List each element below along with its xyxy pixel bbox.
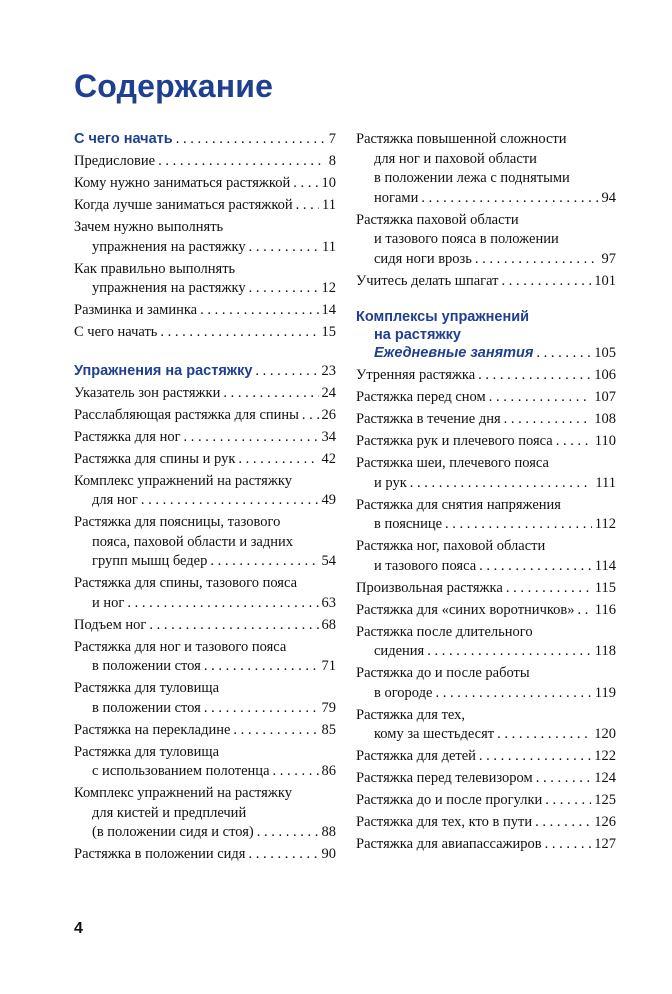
- toc-entry-label: Растяжка для детей: [356, 748, 476, 764]
- toc-entry[interactable]: [74, 679, 336, 718]
- dot-leader: [410, 474, 593, 494]
- toc-entry-page: 106: [594, 367, 616, 383]
- toc-entry-label: и ног: [92, 594, 125, 611]
- dot-leader: [238, 450, 318, 470]
- toc-entry-label: в пояснице: [374, 516, 443, 532]
- dot-leader: [578, 601, 592, 621]
- toc-entry-line: Растяжка для туловища: [74, 680, 220, 696]
- toc-entry-page: 122: [594, 748, 616, 764]
- toc-entry[interactable]: [74, 260, 336, 299]
- toc-entry[interactable]: [356, 432, 616, 452]
- toc-entry[interactable]: [356, 454, 616, 493]
- toc-entry[interactable]: [356, 366, 616, 386]
- toc-entry-line: для ног и паховой области: [374, 150, 537, 167]
- dot-leader: [296, 196, 319, 216]
- toc-entry-line: Как правильно выполнять: [74, 260, 236, 277]
- toc-entry[interactable]: [74, 152, 336, 172]
- toc-entry[interactable]: [74, 574, 336, 613]
- toc-entry[interactable]: [74, 784, 336, 843]
- toc-entry-page: 126: [594, 814, 616, 830]
- toc-entry-label: Растяжка в течение дня: [356, 411, 501, 427]
- toc-entry-page: 23: [321, 362, 336, 379]
- toc-entry-page: 26: [321, 406, 336, 423]
- toc-entry-label: Растяжка для «синих воротничков»: [356, 601, 575, 618]
- toc-entry-line: Растяжка паховой области: [356, 211, 519, 228]
- toc-entry[interactable]: [356, 769, 616, 789]
- toc-entry-page: 118: [594, 643, 616, 659]
- toc-entry-page: 8: [328, 153, 336, 169]
- toc-section-heading[interactable]: [74, 130, 336, 150]
- dot-leader: [435, 684, 591, 704]
- toc-entry-label: Предисловие: [74, 153, 156, 169]
- toc-entry-label: сидя ноги врозь: [374, 250, 472, 267]
- toc-entry-page: 90: [321, 846, 336, 862]
- toc-entry-label: Утренняя растяжка: [356, 367, 476, 383]
- toc-entry-line: Растяжка для ног и тазового пояса: [74, 638, 287, 655]
- toc-entry-label: с использованием полотенца: [92, 763, 270, 779]
- toc-column-right: [356, 130, 616, 855]
- toc-entry[interactable]: [356, 537, 616, 576]
- toc-entry-page: 34: [321, 428, 336, 445]
- toc-entry-page: 79: [321, 699, 336, 716]
- toc-entry-line: Растяжка шеи, плечевого пояса: [356, 455, 549, 471]
- toc-entry[interactable]: [356, 211, 616, 270]
- dot-leader: [210, 552, 318, 572]
- toc-entry-label: Когда лучше заниматься растяжкой: [74, 197, 293, 213]
- toc-entry-page: 94: [601, 189, 616, 206]
- toc-entry-line: Комплекс упражнений на растяжку: [74, 785, 292, 801]
- toc-entry-label: кому за шестьдесят: [374, 726, 495, 742]
- toc-entry[interactable]: [356, 410, 616, 430]
- toc-entry[interactable]: [74, 513, 336, 572]
- dot-leader: [249, 279, 319, 299]
- toc-entry-label: упражнения на растяжку: [92, 280, 246, 296]
- dot-leader: [502, 272, 592, 292]
- toc-column-left: [74, 130, 336, 865]
- dot-leader: [249, 238, 319, 258]
- dot-leader: [176, 130, 326, 150]
- toc-entry-page: 7: [328, 131, 336, 147]
- toc-entry-label: Растяжка в положении сидя: [74, 846, 246, 862]
- toc-entry-label: Растяжка на перекладине: [74, 721, 231, 738]
- toc-entry-line: Растяжка для поясницы, тазового: [74, 514, 281, 530]
- toc-entry-page: 49: [321, 492, 336, 508]
- toc-entry-page: 85: [321, 721, 336, 738]
- toc-entry-page: 111: [595, 474, 616, 491]
- dot-leader: [556, 432, 592, 452]
- dot-leader: [302, 406, 319, 426]
- toc-entry-page: 10: [321, 175, 336, 191]
- toc-entry-line: Растяжка для спины, тазового пояса: [74, 575, 298, 591]
- toc-entry[interactable]: [356, 813, 616, 833]
- page-number: 4: [74, 920, 83, 937]
- toc-entry-line: пояса, паховой области и задних: [92, 533, 294, 550]
- toc-entry[interactable]: [356, 791, 616, 811]
- toc-entry-label: Растяжка для тех, кто в пути: [356, 814, 533, 830]
- toc-entry-line: Растяжка повышенной сложности: [356, 131, 567, 147]
- toc-entry-label: Разминка и заминка: [74, 302, 198, 318]
- toc-entry-page: 108: [594, 411, 616, 427]
- toc-entry[interactable]: [356, 706, 616, 745]
- toc-entry-page: 105: [594, 345, 616, 361]
- toc-entry-label: в положении стоя: [92, 658, 201, 674]
- dot-leader: [497, 725, 591, 745]
- toc-entry[interactable]: [74, 174, 336, 194]
- dot-leader: [158, 152, 326, 172]
- page-title: Содержание: [74, 68, 274, 104]
- toc-entry-line: для кистей и предплечий: [92, 804, 247, 821]
- toc-entry[interactable]: [74, 323, 336, 343]
- dot-leader: [478, 366, 591, 386]
- toc-entry-label: Растяжка перед телевизором: [356, 770, 533, 786]
- toc-entry-line: в положении лежа с поднятыми: [374, 170, 570, 186]
- dot-leader: [248, 845, 318, 865]
- toc-entry-label: Учитесь делать шпагат: [356, 272, 499, 289]
- dot-leader: [479, 747, 591, 767]
- toc-entry-label: Расслабляющая растяжка для спины: [74, 406, 299, 423]
- toc-entry-page: 127: [594, 836, 616, 852]
- toc-entry[interactable]: [356, 601, 616, 621]
- toc-entry-page: 11: [322, 238, 336, 255]
- toc-section-heading[interactable]: [356, 308, 616, 364]
- toc-entry-label: групп мышц бедер: [92, 553, 208, 569]
- dot-leader: [479, 557, 592, 577]
- toc-entry[interactable]: [74, 743, 336, 782]
- toc-entry[interactable]: [74, 721, 336, 741]
- dot-leader: [293, 174, 318, 194]
- dot-leader: [427, 642, 592, 662]
- toc-entry-page: 24: [321, 384, 336, 401]
- toc-entry-label: Растяжка рук и плечевого пояса: [356, 433, 553, 449]
- toc-entry-page: 120: [594, 726, 616, 742]
- toc-entry-page: 54: [321, 553, 336, 569]
- toc-entry-line: и тазового пояса в положении: [374, 231, 559, 247]
- toc-entry[interactable]: [356, 130, 616, 208]
- dot-leader: [545, 791, 591, 811]
- toc-entry-label: Ежедневные занятия: [374, 345, 534, 361]
- toc-entry-page: 63: [321, 594, 336, 611]
- toc-entry-label: Растяжка для авиапассажиров: [356, 836, 542, 852]
- toc-entry-label: в положении стоя: [92, 699, 201, 716]
- dot-leader: [489, 388, 592, 408]
- toc-entry-label: (в положении сидя и стоя): [92, 824, 254, 840]
- toc-entry-label: Указатель зон растяжки: [74, 384, 221, 401]
- toc-entry[interactable]: [356, 579, 616, 599]
- toc-entry-page: 112: [594, 516, 616, 532]
- dot-leader: [545, 835, 592, 855]
- dot-leader: [536, 769, 592, 789]
- dot-leader: [127, 594, 318, 614]
- toc-entry-page: 12: [321, 280, 336, 296]
- toc-entry-page: 15: [321, 324, 336, 340]
- toc-entry-label: Растяжка до и после прогулки: [356, 792, 543, 808]
- toc-entry-label: Кому нужно заниматься растяжкой: [74, 175, 291, 191]
- toc-entry-label: Растяжка для ног: [74, 428, 181, 445]
- toc-entry-label: для ног: [92, 492, 138, 508]
- toc-entry-label: в огороде: [374, 684, 433, 701]
- toc-entry-page: 11: [322, 197, 336, 213]
- toc-entry-page: 107: [594, 389, 616, 405]
- toc-entry[interactable]: [356, 496, 616, 535]
- dot-leader: [223, 384, 318, 404]
- toc-entry[interactable]: [74, 450, 336, 470]
- dot-leader: [475, 250, 599, 270]
- toc-entry-line: Растяжка для снятия напряжения: [356, 496, 561, 513]
- toc-entry-line: Растяжка для тех,: [356, 706, 466, 723]
- toc-entry-page: 97: [601, 250, 616, 267]
- toc-entry-label: Растяжка для спины и рук: [74, 450, 236, 467]
- toc-entry-label: ногами: [374, 189, 419, 206]
- dot-leader: [160, 323, 318, 343]
- dot-leader: [204, 657, 319, 677]
- toc-entry[interactable]: [74, 406, 336, 426]
- toc-entry[interactable]: [74, 301, 336, 321]
- toc-entry-page: 124: [594, 770, 616, 786]
- toc-entry[interactable]: [356, 623, 616, 662]
- dot-leader: [273, 762, 319, 782]
- toc-entry-page: 114: [594, 557, 616, 574]
- toc-entry-page: 14: [321, 302, 336, 318]
- toc-section-line: Комплексы упражнений: [356, 309, 530, 325]
- toc-entry-label: Упражнения на растяжку: [74, 362, 253, 379]
- dot-leader: [200, 301, 318, 321]
- dot-leader: [141, 491, 319, 511]
- toc-entry[interactable]: [356, 272, 616, 292]
- toc-entry-label: Растяжка перед сном: [356, 389, 486, 405]
- dot-leader: [204, 699, 319, 719]
- toc-entry-page: 110: [594, 433, 616, 449]
- toc-entry-page: 125: [594, 792, 616, 808]
- toc-entry-label: Произвольная растяжка: [356, 579, 503, 596]
- toc-entry-page: 71: [321, 658, 336, 674]
- dot-leader: [445, 515, 592, 535]
- toc-entry-line: Растяжка после длительного: [356, 623, 533, 640]
- dot-leader: [535, 813, 591, 833]
- toc-entry[interactable]: [74, 638, 336, 677]
- toc-entry-line: Растяжка для туловища: [74, 743, 220, 760]
- toc-entry[interactable]: [74, 428, 336, 448]
- toc-entry[interactable]: [74, 845, 336, 865]
- toc-entry[interactable]: [74, 472, 336, 511]
- dot-leader: [536, 344, 591, 364]
- toc-entry[interactable]: [74, 218, 336, 257]
- toc-entry[interactable]: [356, 664, 616, 703]
- toc-entry-page: 101: [594, 272, 616, 289]
- toc-entry-label: сидения: [374, 643, 425, 659]
- dot-leader: [506, 579, 592, 599]
- dot-leader: [421, 189, 598, 209]
- toc-entry-page: 86: [321, 763, 336, 779]
- toc-entry-page: 116: [594, 601, 616, 618]
- dot-leader: [149, 616, 318, 636]
- toc-entry-line: Зачем нужно выполнять: [74, 219, 224, 235]
- toc-section-heading[interactable]: [74, 362, 336, 382]
- toc-entry-label: и тазового пояса: [374, 557, 477, 574]
- toc-entry-label: С чего начать: [74, 131, 173, 147]
- toc-entry-label: С чего начать: [74, 324, 158, 340]
- toc-entry-label: и рук: [374, 474, 407, 491]
- toc-entry[interactable]: [74, 384, 336, 404]
- toc-entry-page: 88: [321, 824, 336, 840]
- toc-entry-page: 119: [594, 684, 616, 701]
- toc-entry-line: Комплекс упражнений на растяжку: [74, 472, 292, 489]
- toc-entry-line: Растяжка ног, паховой области: [356, 538, 546, 554]
- toc-entry[interactable]: [356, 388, 616, 408]
- toc-entry[interactable]: [356, 747, 616, 767]
- dot-leader: [255, 362, 318, 382]
- toc-entry-line: Растяжка до и после работы: [356, 665, 530, 681]
- toc-entry-page: 115: [594, 579, 616, 596]
- toc-section-line: на растяжку: [374, 327, 461, 343]
- toc-entry[interactable]: [74, 196, 336, 216]
- toc-entry[interactable]: [356, 835, 616, 855]
- toc-entry-label: Подъем ног: [74, 616, 147, 633]
- dot-leader: [257, 823, 319, 843]
- dot-leader: [233, 721, 318, 741]
- dot-leader: [184, 428, 319, 448]
- toc-entry-label: упражнения на растяжку: [92, 238, 246, 255]
- toc-entry[interactable]: [74, 616, 336, 636]
- dot-leader: [504, 410, 592, 430]
- toc-entry-page: 68: [321, 616, 336, 633]
- toc-entry-page: 42: [321, 450, 336, 467]
